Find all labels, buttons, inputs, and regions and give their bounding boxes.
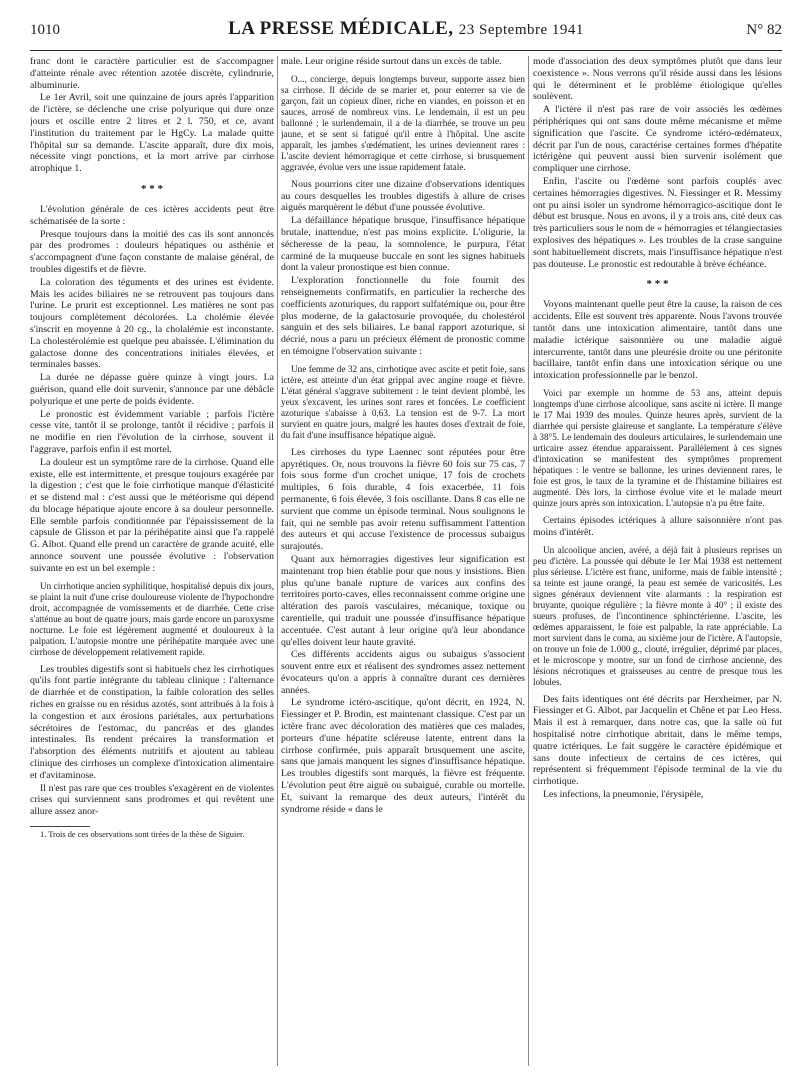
issue-date: 23 Septembre 1941 — [458, 22, 584, 38]
case-observation: O..., concierge, depuis longtemps buveur, supporte assez bien sa cirrhose. Il décide de se marier et, pour enterrer sa vie de garçon, fait un copieux dîner, riche en viandes, en poisson et en sauces, arrosé de nombreux vins. Le lendemain, il est un peu ballonné ; le surlendemain, il a de la diarrhée, se trouve un peu jaune, et se sent si fatigué qu'il entre à l'hôpital. Une ascite apparaît, les jambes s'œdématient, les urines deviennent rares : L'ascite devient hémorragique et cette cirrhose, si brusquement aggravée, évolue vers une issue rapidement fatale. — [281, 73, 525, 172]
case-observation: Voici par exemple un homme de 53 ans, atteint depuis longtemps d'une cirrhose alcoolique, sans ascite ni ictère. Il mange le 17 Mai 1939 des moules. Quinze heures après, survient de la diarrhée qui persiste glaireuse et sanglante. La température s'élève à 38°5. Le lendemain des douleurs articulaires, le surlendemain une urticaire assez étendue apparaissent. Parallèlement à ces signes d'intoxication se manifestent des symptômes proprement hépatiques : le ventre se ballonne, les urines deviennent rares, le foie est gros, le taux de la tyramine et de l'histamine biliaires est augmenté. Dès lors, la cirrhose évolue vite et le malade meurt quinze jours après son intoxication. L'autopsie n'a pu être faite. — [533, 387, 782, 508]
paragraph: Des faits identiques ont été décrits par Herxheimer, par N. Fiessinger et G. Albot, par Jacquelin et Chêne et par Leo Hess. Mais il est à remarquer, dans notre cas, que la salle où fut hospitalisé notre cirrhotique abritait, dans le même temps, quatre ictériques. Le fait suggère le caractère épidémique et sans doute infectieux de certains de ces ictères, qui représentent si fréquemment l'épisode terminal de la vie du cirrhotique. — [533, 693, 782, 788]
paragraph: La douleur est un symptôme rare de la cirrhose. Quand elle existe, elle est intermittente, et presque toujours exagérée par la digestion ; c'est que le foie cirrhotique manque d'élasticité et se distend mal : c'est aussi que le météorisme qui dépend du blocage hépatique ajoute encore à sa douleur personnelle. Elle semble parfois conditionnée par l'épaississement de la capsule de Glisson et par la périhépatite ainsi que l'a rappelé G. Albot. Quand elle prend un caractère de grande acuité, elle annonce souvent une poussée évolutive : l'observation suivante en est un bel exemple : — [30, 456, 274, 574]
paragraph: Nous pourrions citer une dizaine d'observations identiques au cours desquelles les troubles digestifs à allure de crises aiguës marquèrent le début d'une poussée évolutive. — [281, 178, 525, 214]
paragraph: Voyons maintenant quelle peut être la cause, la raison de ces accidents. Elle est souvent très apparente. Nous l'avons trouvée tantôt dans une intoxication alimentaire, tantôt dans une maladie ictérique saisonnière ou une maladie aiguë intercurrente, tantôt dans une pleurésie droite ou une péritonite bacillaire, tantôt enfin dans une intoxication sérique ou une intoxication professionnelle par le benzol. — [533, 299, 782, 382]
column-1 — [30, 56, 274, 1066]
paragraph: mode d'association des deux symptômes plutôt que dans leur coexistence ». Nous verrons qu'il réside aussi dans les lésions qui le déterminent et le problème étiologique qu'elles soulèvent. — [533, 56, 782, 103]
paragraph: Enfin, l'ascite ou l'œdème sont parfois couplés avec certaines hémorragies digestives. N. Fiessinger et R. Messimy ont pu ainsi isoler un syndrome hémorragico-ascitique dont le début est brusque. Nous en avons, il y a trois ans, cité deux cas très particuliers sous le nom de « hémorragies et télangiectasies explosives des hépatiques ». Les troubles de la crase sanguine sont habituellement discrets, mais l'insuffisance hépatique n'est pas douteuse. Le pronostic est redoutable à brève échéance. — [533, 175, 782, 270]
footnote-rule — [30, 826, 90, 827]
section-separator: * * * — [646, 278, 669, 291]
issue-number: N° 82 — [746, 22, 782, 38]
page-header — [30, 18, 782, 48]
running-title — [30, 18, 782, 40]
paragraph: L'évolution générale de ces ictères accidents peut être schématisée de la sorte : — [30, 203, 274, 227]
paragraph: Ces différents accidents aigus ou subaigus s'associent souvent entre eux et réalisent des syndromes assez nettement évocateurs qu'on a appris à connaître durant ces dernières années. — [281, 649, 525, 696]
paragraph: La durée ne dépasse guère quinze à vingt jours. La guérison, quand elle doit survenir, s'annonce par une débâcle polyurique et une perte de poids évidente. — [30, 372, 274, 407]
paragraph: franc dont le caractère particulier est de s'accompagner d'atteinte rénale avec rétention azotée discrète, cylindrurie, albuminurie. — [30, 56, 274, 91]
paragraph: Le pronostic est évidemment variable ; parfois l'ictère cesse vite, tantôt il se prolonge, tantôt il récidive ; parfois il ne modifie en rien l'évolution de la cirrhose, souvent il l'aggrave, parfois enfin il est mortel. — [30, 408, 274, 455]
case-observation: Un cirrhotique ancien syphilitique, hospitalisé depuis dix jours, se plaint la nuit d'une crise douloureuse violente de l'hypochondre droit, accompagnée de vomissements et de diarrhée. Cette crise s'atténue au bout de quatre jours, mais garde encore un paroxysme nocturne. Le foie est légèrement augmenté et douloureux à la palpation. L'autopsie montre une périhépatite marquée avec une cirrhose de développement relativement rapide. — [30, 580, 274, 657]
paragraph: Les cirrhoses du type Laennec sont réputées pour être apyrétiques. Or, nous trouvons la fièvre 60 fois sur 75 cas, 7 fois sous forme d'un crochet unique, 17 fois de crochets multiples, 6 fois durable, 4 fois exacerbée, 11 fois permanente, 6 fois élevée, 3 fois oscillante. Dans 8 cas elle ne survient que comme un épisode terminal. Nous soulignons le fait, qui ne semble pas avoir retenu suffisamment l'attention des auteurs et qui accuse l'existence de processus subaigus surajoutés. — [281, 446, 525, 553]
paragraph: L'exploration fonctionnelle du foie fournit des renseignements confirmatifs, en particulier la recherche des coefficients azoturiques, du rapport sulfatémique ou, pour être plus moderne, de la galactosurie provoquée, du cholestérol sanguin et des sels biliaires. Le banal rapport azoturique, si décrié, nous a paru un précieux élément de pronostic comme en témoigne l'observation suivante : — [281, 275, 525, 357]
paragraph: Quant aux hémorragies digestives leur signification est maintenant trop bien établie pour que nous y insistions. Bien plus qu'une banale rupture de varices aux confins des territoires porto-caves, elles reconnaissent comme origine une altération des parois vasculaires, mécanique, toxique ou carentielle, qui traduit une poussée d'insuffisance hépatique accentuée. C'est autant à leur origine qu'à leur abondance qu'elles doivent leur haute gravité. — [281, 553, 525, 648]
journal-title: LA PRESSE MÉDICALE, — [228, 18, 454, 39]
case-observation: Un alcoolique ancien, avéré, a déjà fait à plusieurs reprises un peu d'ictère. La poussée qui débute le 1er Mai 1938 est nettement plus sérieuse. L'ictère est franc, uniforme, mais de faible intensité ; sa teinte est jaune orangé, la peau est semée de varicosités. Les signes généraux deviennent vite alarmants : la respiration est bruyante, quoique régulière ; la fièvre monte à 40° ; il existe des sueurs profuses, de l'incontinence sphinctérienne. L'ascite, les œdèmes apparaissent, le foie est palpable, la rate appréciable. La mort survient dans le coma, au sixième jour de l'ictère. A l'autopsie, on trouve un foie de 1.000 g., clouté, irrégulier, déprimé par places, et le microscope y montre, sur un fond de cirrhose ancienne, des lésions nécrotiques et graisseuses au centre de presque tous les lobules. — [533, 544, 782, 687]
paragraph: A l'ictère il n'est pas rare de voir associés les œdèmes périphériques qui ont sans doute même mécanisme et même signification que l'ascite. Ce syndrome ictéro-œdémateux, décrit par l'un de nous, caractérise certaines formes d'hépatite ictérigène qui peuvent aussi bien survenir isolément que compliquer une cirrhose. — [533, 104, 782, 175]
paragraph: Les troubles digestifs sont si habituels chez les cirrhotiques qu'ils font partie intégrante du tableau clinique : l'alternance de diarrhée et de constipation, la faible coloration des selles riches en graisse ou en résidus azotés, sont attribués à la fois à la congestion et aux érosions pariétales, aux perturbations sécrétoires de l'estomac, du pancréas et des glandes intestinales. Ils rendent précaires la transformation et l'absorption des éléments nutritifs et ajoutent au tableau clinique des cirrhoses un complexe d'intoxication alimentaire et d'avitaminose. — [30, 663, 274, 781]
paragraph: La défaillance hépatique brusque, l'insuffisance hépatique brutale, inattendue, n'est pas moins explicite. L'oligurie, la sécheresse de la peau, la somnolence, le purpura, l'état carminé de la muqueuse buccale en sont les signes habituels dont la valeur pronostique est bien connue. — [281, 215, 525, 274]
paragraph: Le syndrome ictéro-ascitique, qu'ont décrit, en 1924, N. Fiessinger et P. Brodin, est maintenant classique. C'est par un ictère franc avec décoloration des matières que ces malades, porteurs d'une hépatite scléreuse latente, entrent dans la cirrhose confirmée, puis apparaît brusquement une ascite, sans que jamais manquent les signes d'insuffisance hépatique. Les troubles digestifs sont marqués, la fièvre est fréquente. L'évolution peut être aiguë ou subaiguë, curable ou mortelle. Et, suivant la remarque des deux auteurs, l'intérêt du syndrome réside « dans le — [281, 697, 525, 815]
paragraph: Certains épisodes ictériques à allure saisonnière n'ont pas moins d'intérêt. — [533, 514, 782, 538]
case-observation: Une femme de 32 ans, cirrhotique avec ascite et petit foie, sans ictère, est atteinte d'un état grippal avec angine rouge et fièvre. L'état général s'aggrave subitement : le teint devient plombé, les yeux s'excavent, les urines sont rares et foncées. Le coefficient azoturique s'abaisse à 0,63. La tension est de 9-7. La mort survient en quatre jours, malgré les hautes doses d'extrait de foie, du fait d'une insuffisance hépatique aiguë. — [281, 363, 525, 440]
page-number: 1010 — [30, 22, 60, 38]
column-rule — [277, 56, 278, 1066]
header-rule — [30, 50, 782, 51]
paragraph: male. Leur origine réside surtout dans un excès de table. — [281, 56, 502, 67]
paragraph: Il n'est pas rare que ces troubles s'exagèrent en de violentes crises qui surviennent sans prodromes et qui revêtent une allure assez anor- — [30, 782, 274, 818]
section-separator: * * * — [141, 182, 163, 195]
paragraph: Les infections, la pneumonie, l'érysipèle, — [543, 788, 704, 800]
footnote: 1. Trois de ces observations sont tirées de la thèse de Siguier. — [40, 830, 245, 840]
column-3 — [533, 56, 782, 1066]
column-2 — [281, 56, 525, 1066]
paragraph: Presque toujours dans la moitié des cas ils sont annoncés par des prodromes : douleurs hépatiques ou asthénie et s'accompagnent d'une façon constante de malaise général, de troubles digestifs et de fièvre. — [30, 228, 274, 275]
paragraph: La coloration des téguments et des urines est évidente. Mais les acides biliaires ne se retrouvent pas toujours dans l'urine. Le prurit est exceptionnel. Les matières ne sont pas toujours complètement décolorées. La cholémie élevée s'inscrit en moyenne à 20 cg., la cholalémie est inconstante. La cholestérolémie est quelque peu abaissée. L'élimination du galactose donne des concentrations initiales élevées, et terminales basses. — [30, 276, 274, 371]
paragraph: Le 1er Avril, soit une quinzaine de jours après l'apparition de l'ictère, se déclenche une crise polyurique qui dure onze jours et oscille entre 2 litres et 2 l. 750, et ce, avant l'institution du traitement par le HgCy. La malade quitte l'hôpital sur sa demande. L'ascite apparaît, dure dix mois, nécessite vingt ponctions, et la mort arrive par cirrhose atrophique 1. — [30, 92, 274, 175]
column-rule — [528, 56, 529, 1066]
